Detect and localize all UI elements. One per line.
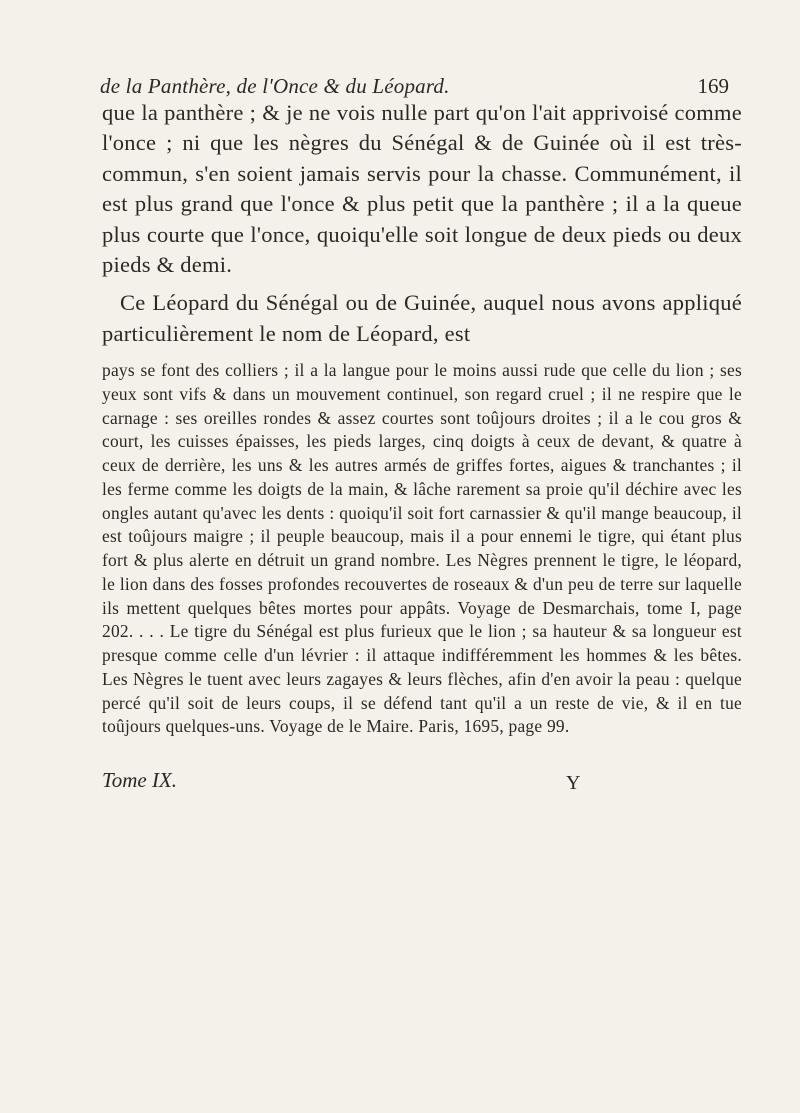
main-text xyxy=(102,98,742,349)
footnote-text: pays se font des colliers ; il a la langue pour le moins aussi rude que celle du lion ; ses yeux sont vifs & dans un mouvement continuel, son regard cruel ; il ne respire que le carnage : ses oreilles rondes & assez courtes sont toûjours droites ; il a le cou gros & court, les cuisses épaisses, les pieds larges, cinq doigts à ceux de devant, & quatre à ceux de derrière, les uns & les autres armés de griffes fortes, aigues & tranchantes ; il les ferme comme les doigts de la main, & lâche rarement sa proie qu'il déchire avec les ongles autant qu'avec les dents : quoiqu'il soit fort carnassier & qu'il mange beaucoup, il est toûjours maigre ; il peuple beaucoup, mais il a pour ennemi le tigre, qui étant plus fort & plus alerte en détruit un grand nombre. Les Nègres prennent le tigre, le léopard, le lion dans des fosses profondes recouvertes de roseaux & d'un peu de terre sur laquelle ils mettent quelques bêtes mortes pour appâts. Voyage de Desmarchais, tome I, page 202. . . . Le tigre du Sénégal est plus furieux que le lion ; sa hauteur & sa longueur est presque comme celle d'un lévrier : il attaque indifféremment les hommes & les bêtes. Les Nègres le tuent avec leurs zagayes & leurs flèches, afin d'en avoir la peau : quelque percé qu'il soit de leurs coups, il se défend tant qu'il a un reste de vie, & il en tue toûjours quelques-uns. Voyage de le Maire. Paris, 1695, page 99. xyxy=(102,360,742,737)
signature-mark: Y xyxy=(566,772,581,794)
main-paragraph-1: que la panthère ; & je ne vois nulle part qu'on l'ait apprivoisé comme l'once ; ni que les nègres du Sénégal & de Guinée où il est très-commun, s'en soient jamais servis pour la chasse. Communément, il est plus grand que l'once & plus petit que la panthère ; il a la queue plus courte que l'once, quoiqu'elle soit longue de deux pieds ou deux pieds & demi. xyxy=(102,100,742,278)
main-paragraph-2: Ce Léopard du Sénégal ou de Guinée, auquel nous avons appliqué particulièrement le nom de Léopard, est xyxy=(102,290,742,346)
footnote xyxy=(102,359,742,739)
page-number: 169 xyxy=(697,74,729,98)
page-footer xyxy=(102,768,742,798)
running-title: de la Panthère, de l'Once & du Léopard. xyxy=(100,74,450,98)
volume-label: Tome IX. xyxy=(102,768,178,792)
